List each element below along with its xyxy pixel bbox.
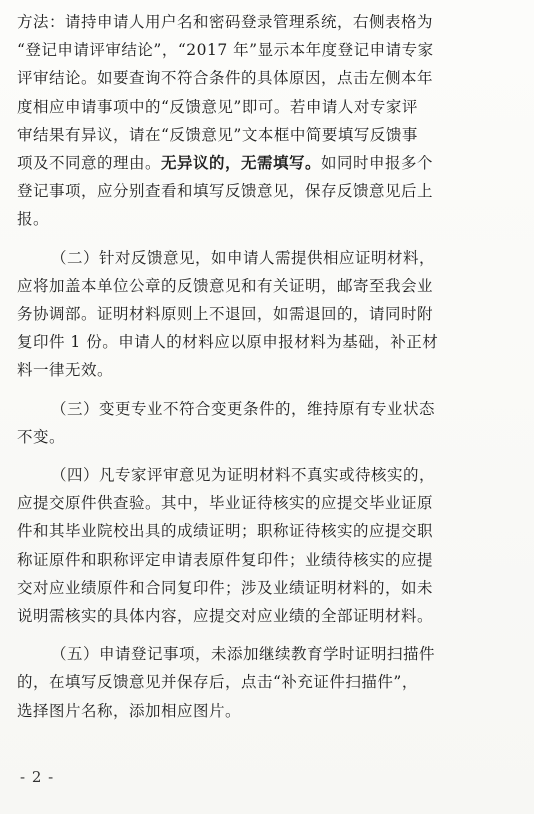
text-segment: 项及不同意的理由。	[17, 154, 162, 173]
paragraph-gap	[17, 630, 495, 640]
document-body	[17, 8, 495, 725]
text-line: 应提交原件供查验。其中，毕业证待核实的应提交毕业证原	[17, 494, 434, 513]
text-segment: 如同时申报多个	[321, 154, 434, 173]
paragraph-gap	[17, 451, 495, 461]
text-line: 称证原件和职称评定申请表原件复印件；业绩待核实的应提	[17, 550, 434, 569]
paragraph-item-5	[17, 640, 495, 725]
text-line: “登记申请评审结论”，“2017 年”显示本年度登记申请专家	[17, 41, 434, 60]
paragraph-gap	[17, 234, 495, 244]
text-line: 料一律无效。	[17, 361, 114, 380]
text-line: 务协调部。证明材料原则上不退回，如需退回的，请同时附	[17, 305, 434, 324]
text-line: 复印件 1 份。申请人的材料应以原申报材料为基础，补正材	[17, 333, 439, 352]
text-line: 的，在填写反馈意见并保存后，点击“补充证件扫描件”，	[17, 673, 418, 692]
page-number: - 2 -	[20, 768, 55, 786]
paragraph-item-4	[17, 461, 495, 630]
paragraph-method	[17, 8, 495, 234]
text-line: （四）凡专家评审意见为证明材料不真实或待核实的，	[51, 466, 436, 485]
text-line: 审结果有异议，请在“反馈意见”文本框中简要填写反馈事	[17, 125, 418, 144]
text-line: （五）申请登记事项，未添加继续教育学时证明扫描件	[51, 645, 436, 664]
paragraph-item-3	[17, 395, 495, 451]
bold-no-objection-text: 无异议的，无需填写。	[161, 153, 322, 173]
text-line: 应将加盖本单位公章的反馈意见和有关证明，邮寄至我会业	[17, 276, 434, 295]
text-line: 选择图片名称，添加相应图片。	[17, 701, 242, 720]
text-line: 评审结论。如要查询不符合条件的具体原因，点击左侧本年	[17, 69, 434, 88]
text-line: 登记事项，应分别查看和填写反馈意见，保存反馈意见后上	[17, 182, 434, 201]
text-line-mixed	[17, 149, 495, 177]
text-line: 交对应业绩原件和合同复印件；涉及业绩证明材料的，如未	[17, 578, 434, 597]
text-line: 度相应申请事项中的“反馈意见”即可。若申请人对专家评	[17, 97, 418, 116]
text-line: 报。	[17, 210, 50, 229]
text-line: 方法：请持申请人用户名和密码登录管理系统，右侧表格为	[17, 13, 434, 31]
text-line: （二）针对反馈意见，如申请人需提供相应证明材料，	[51, 248, 436, 267]
text-line: 说明需核实的具体内容，应提交对应业绩的全部证明材料。	[17, 607, 434, 626]
paragraph-gap	[17, 385, 495, 395]
paragraph-item-2	[17, 244, 495, 385]
text-line: （三）变更专业不符合变更条件的，维持原有专业状态	[51, 399, 436, 418]
text-line: 不变。	[17, 427, 66, 446]
text-line: 件和其毕业院校出具的成绩证明；职称证待核实的应提交职	[17, 522, 434, 541]
